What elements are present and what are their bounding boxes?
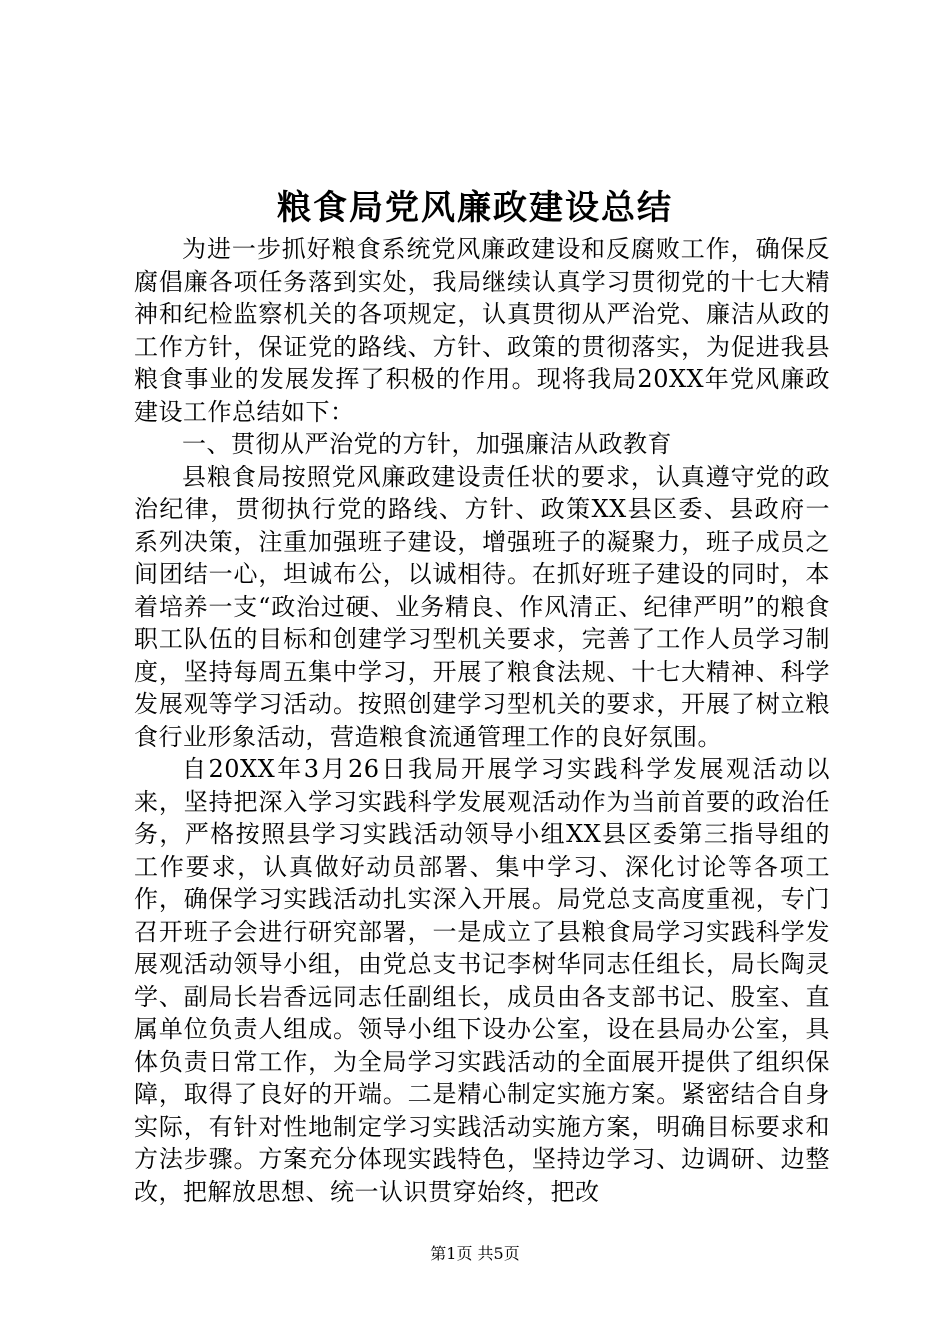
intro-paragraph: 为进一步抓好粮食系统党风廉政建设和反腐败工作，确保反腐倡廉各项任务落到实处，我局继续认真学习贯彻党的十七大精神和纪检监察机关的各项规定，认真贯彻从严治党、廉洁从政的工作方针，保证党的路线、方针、政策的贯彻落实，为促进我县粮食事业的发展发挥了积极的作用。现将我局20XX年党风廉政建设工作总结如下： xyxy=(134,235,830,426)
document-title: 粮食局党风廉政建设总结 xyxy=(277,188,673,228)
page-footer: 第1页 共5页 xyxy=(430,1244,520,1263)
body-paragraph-1: 县粮食局按照党风廉政建设责任状的要求，认真遵守党的政治纪律，贯彻执行党的路线、方针、政策XX县区委、县政府一系列决策，注重加强班子建设，增强班子的凝聚力，班子成员之间团结一心，坦诚布公，以诚相待。在抓好班子建设的同时，本着培养一支“政治过硬、业务精良、作风清正、纪律严明”的粮食职工队伍的目标和创建学习型机关要求，完善了工作人员学习制度，坚持每周五集中学习，开展了粮食法规、十七大精神、科学发展观等学习活动。按照创建学习型机关的要求，开展了树立粮食行业形象活动，营造粮食流通管理工作的良好氛围。 xyxy=(134,462,830,751)
section-heading-1: 一、贯彻从严治党的方针，加强廉洁从政教育 xyxy=(182,430,672,458)
body-paragraph-2: 自20XX年3月26日我局开展学习实践科学发展观活动以来，坚持把深入学习实践科学发展观活动作为当前首要的政治任务，严格按照县学习实践活动领导小组XX县区委第三指导组的工作要求，认真做好动员部署、集中学习、深化讨论等各项工作，确保学习实践活动扎实深入开展。局党总支高度重视，专门召开班子会进行研究部署，一是成立了县粮食局学习实践科学发展观活动领导小组，由党总支书记李树华同志任组长，局长陶灵学、副局长岩香远同志任副组长，成员由各支部书记、股室、直属单位负责人组成。领导小组下设办公室，设在县局办公室，具体负责日常工作，为全局学习实践活动的全面展开提供了组织保障，取得了良好的开端。二是精心制定实施方案。紧密结合自身实际，有针对性地制定学习实践活动实施方案，明确目标要求和方法步骤。方案充分体现实践特色，坚持边学习、边调研、边整改，把解放思想、统一认识贯穿始终，把改 xyxy=(134,755,830,1206)
document-body xyxy=(134,233,830,1208)
